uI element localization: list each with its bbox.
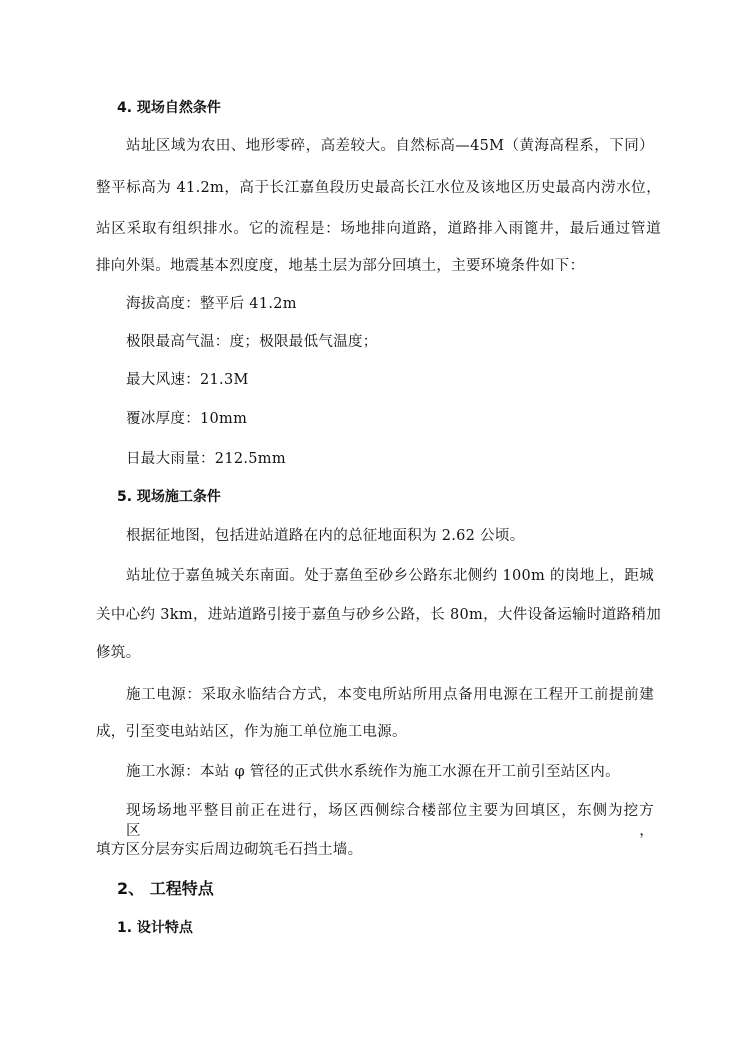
- condition-item-ice-thickness: 覆冰厚度：10mm: [126, 411, 248, 427]
- section-5-paragraph: 施工水源：本站 φ 管径的正式供水系统作为施工水源在开工前引至站区内。: [126, 764, 620, 780]
- condition-item-rainfall: 日最大雨量：212.5mm: [126, 451, 286, 467]
- section-4-paragraph-line: 站址区域为农田、地形零碎，高差较大。自然标高—45M（黄海高程系，下同）: [126, 138, 654, 154]
- section-5-paragraph-line: 填方区分层夯实后周边砌筑毛石挡土墙。: [96, 842, 363, 858]
- section-5-paragraph-line: 关中心约 3km，进站道路引接于嘉鱼与砂乡公路，长 80m，大件设备运输时道路稍加: [96, 607, 661, 623]
- section-5-paragraph-line: 现场场地平整目前正在进行，场区西侧综合楼部位主要为回填区，东侧为挖方区，: [126, 803, 654, 839]
- section-5-paragraph-line: 站址位于嘉鱼城关东南面。处于嘉鱼至砂乡公路东北侧约 100m 的岗地上，距城: [126, 568, 654, 584]
- section-2-heading: 2、 工程特点: [117, 879, 214, 898]
- condition-item-wind-speed: 最大风速：21.3M: [126, 372, 249, 388]
- section-5-paragraph-line: 成，引至变电站站区，作为施工单位施工电源。: [96, 724, 407, 740]
- section-4-heading: 4. 现场自然条件: [117, 100, 221, 116]
- section-4-paragraph-line: 站区采取有组织排水。它的流程是：场地排向道路，道路排入雨篦井，最后通过管道: [96, 221, 661, 237]
- section-4-paragraph-line: 排向外渠。地震基本烈度度，地基土层为部分回填土，主要环境条件如下：: [96, 258, 585, 274]
- section-5-heading: 5. 现场施工条件: [117, 489, 221, 505]
- section-5-paragraph-line: 修筑。: [96, 645, 141, 661]
- condition-item-temperature: 极限最高气温：度；极限最低气温度；: [126, 334, 378, 350]
- section-5-paragraph-line: 施工电源：采取永临结合方式，本变电所站所用点备用电源在工程开工前提前建: [126, 687, 654, 703]
- subsection-1-heading: 1. 设计特点: [117, 920, 193, 936]
- section-5-paragraph: 根据征地图，包括进站道路在内的总征地面积为 2.62 公顷。: [126, 528, 525, 544]
- section-4-paragraph-line: 整平标高为 41.2m，高于长江嘉鱼段历史最高长江水位及该地区历史最高内涝水位，: [96, 180, 661, 196]
- condition-item-altitude: 海拔高度：整平后 41.2m: [126, 296, 297, 312]
